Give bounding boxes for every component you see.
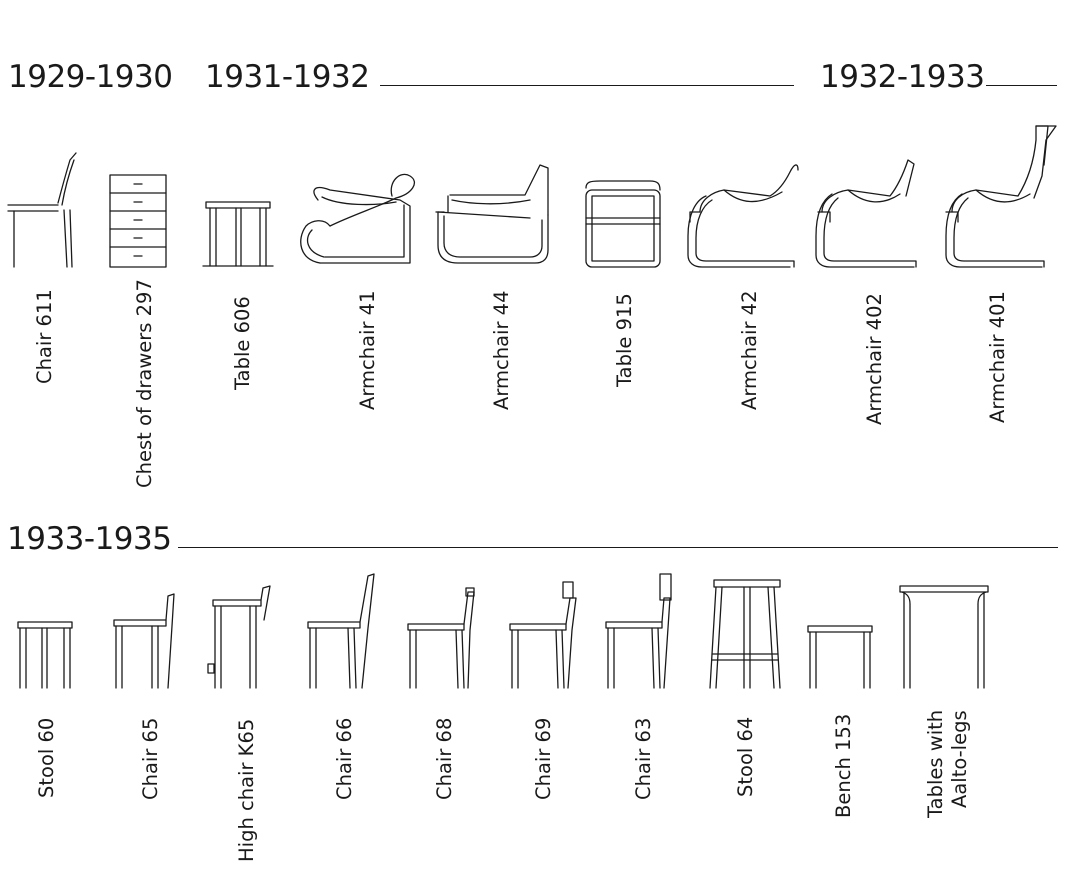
label-chair-63: Chair 63 xyxy=(632,717,655,800)
chair-69-drawing xyxy=(510,582,576,688)
label-stool-64: Stool 64 xyxy=(734,716,757,797)
chest-of-drawers-297-drawing xyxy=(110,175,166,267)
label-chest-of-drawers-297: Chest of drawers 297 xyxy=(133,279,156,488)
label-stool-60: Stool 60 xyxy=(35,717,58,798)
period-heading-1933-1935: 1933-1935 xyxy=(7,521,172,557)
bench-153-drawing xyxy=(808,626,872,688)
armchair-44-drawing xyxy=(436,165,548,263)
label-table-915: Table 915 xyxy=(613,293,636,387)
label-aalto-legs: Aalto-legs xyxy=(948,710,971,808)
chair-65-drawing xyxy=(114,594,174,688)
high-chair-k65-drawing xyxy=(208,586,270,688)
armchair-41-drawing xyxy=(301,174,415,263)
label-tables-with: Tables with xyxy=(924,709,947,818)
label-high-chair-k65: High chair K65 xyxy=(235,718,258,862)
label-bench-153: Bench 153 xyxy=(832,713,855,818)
chair-68-drawing xyxy=(408,588,474,688)
label-chair-69: Chair 69 xyxy=(532,717,555,800)
armchair-402-drawing xyxy=(816,160,916,267)
period-heading-1932-1933: 1932-1933 xyxy=(820,59,985,95)
label-chair-68: Chair 68 xyxy=(433,717,456,800)
label-chair-611: Chair 611 xyxy=(33,289,56,384)
chair-66-drawing xyxy=(308,574,374,688)
stool-64-drawing xyxy=(710,580,780,688)
label-chair-66: Chair 66 xyxy=(333,717,356,800)
table-606-drawing xyxy=(203,202,273,266)
label-armchair-41: Armchair 41 xyxy=(356,290,379,410)
armchair-401-drawing xyxy=(946,126,1056,267)
armchair-42-drawing xyxy=(688,165,798,267)
label-armchair-401: Armchair 401 xyxy=(986,291,1009,423)
label-armchair-44: Armchair 44 xyxy=(490,290,513,410)
label-armchair-42: Armchair 42 xyxy=(738,290,761,410)
chair-63-drawing xyxy=(606,574,671,688)
label-table-606: Table 606 xyxy=(231,296,254,390)
period-heading-1929-1930: 1929-1930 xyxy=(8,59,173,95)
period-heading-1931-1932: 1931-1932 xyxy=(205,59,370,95)
label-chair-65: Chair 65 xyxy=(139,717,162,800)
table-915-drawing xyxy=(586,181,660,267)
stool-60-drawing xyxy=(18,622,72,688)
tables-with-aalto-legs-drawing xyxy=(900,586,988,688)
label-armchair-402: Armchair 402 xyxy=(863,293,886,425)
chair-611-drawing xyxy=(8,153,76,267)
